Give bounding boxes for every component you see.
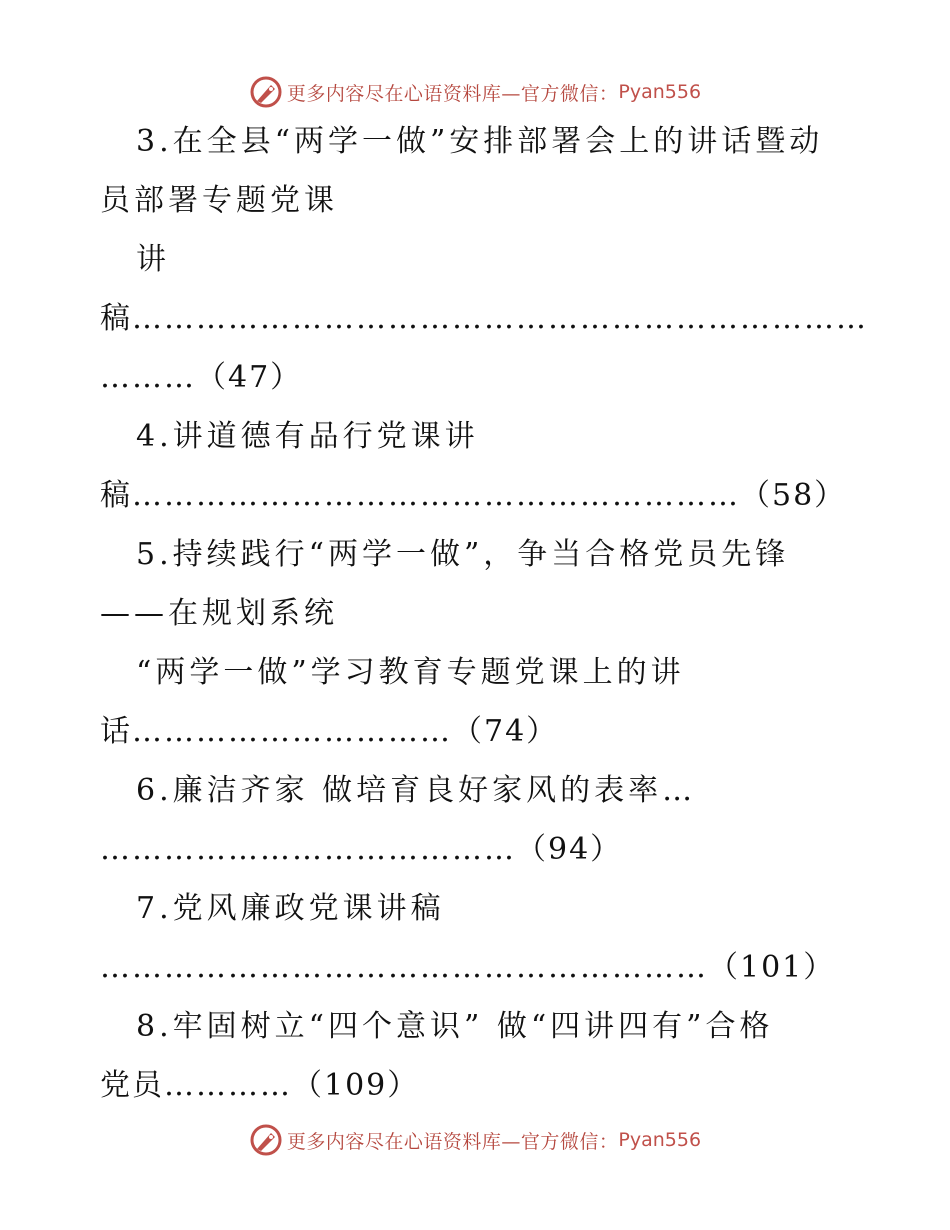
watermark-text: 更多内容尽在心语资料库—官方微信：	[286, 82, 619, 105]
pen-logo-icon	[249, 75, 283, 109]
watermark-text: 更多内容尽在心语资料库—官方微信：	[286, 1130, 619, 1153]
toc-entry-8-title: 8.牢固树立“四个意识” 做“四讲四有”合格	[136, 1009, 774, 1044]
footer-watermark	[0, 1120, 950, 1160]
toc-entry-3-line-3: 讲	[136, 242, 170, 277]
toc-entry-6-page: …………………………………（94）	[100, 832, 623, 867]
toc-entry-3-page: ………（47）	[100, 360, 303, 395]
pen-logo-icon	[249, 1123, 283, 1157]
toc-entry-4-title: 4.讲道德有品行党课讲	[136, 419, 479, 454]
toc-entry-5-line-2: ——在规划系统	[100, 596, 338, 631]
toc-entry-5-page: 话…………………………（74）	[100, 714, 559, 749]
toc-entry-3-leader: 稿……………………………………………………………	[100, 301, 868, 336]
toc-entry-4-page: 稿…………………………………………………（58）	[100, 478, 847, 513]
toc-entry-5-line-1: 5.持续践行“两学一做”，争当合格党员先锋	[136, 537, 790, 572]
toc-entry-5-line-3: “两学一做”学习教育专题党课上的讲	[136, 655, 685, 690]
toc-entry-6-title: 6.廉洁齐家 做培育良好家风的表率…	[136, 773, 697, 808]
watermark-wechat-id: Pyan556	[618, 1129, 702, 1151]
toc-entry-8-page: 党员…………（109）	[100, 1068, 420, 1103]
toc-entry-3-line-1: 3.在全县“两学一做”安排部署会上的讲话暨动	[136, 124, 824, 159]
toc-entry-3-line-2: 员部署专题党课	[100, 183, 338, 218]
header-watermark	[0, 72, 950, 112]
toc-entry-7-page: …………………………………………………（101）	[100, 950, 836, 985]
watermark-wechat-id: Pyan556	[618, 81, 702, 103]
toc-entry-7-title: 7.党风廉政党课讲稿	[136, 891, 445, 926]
